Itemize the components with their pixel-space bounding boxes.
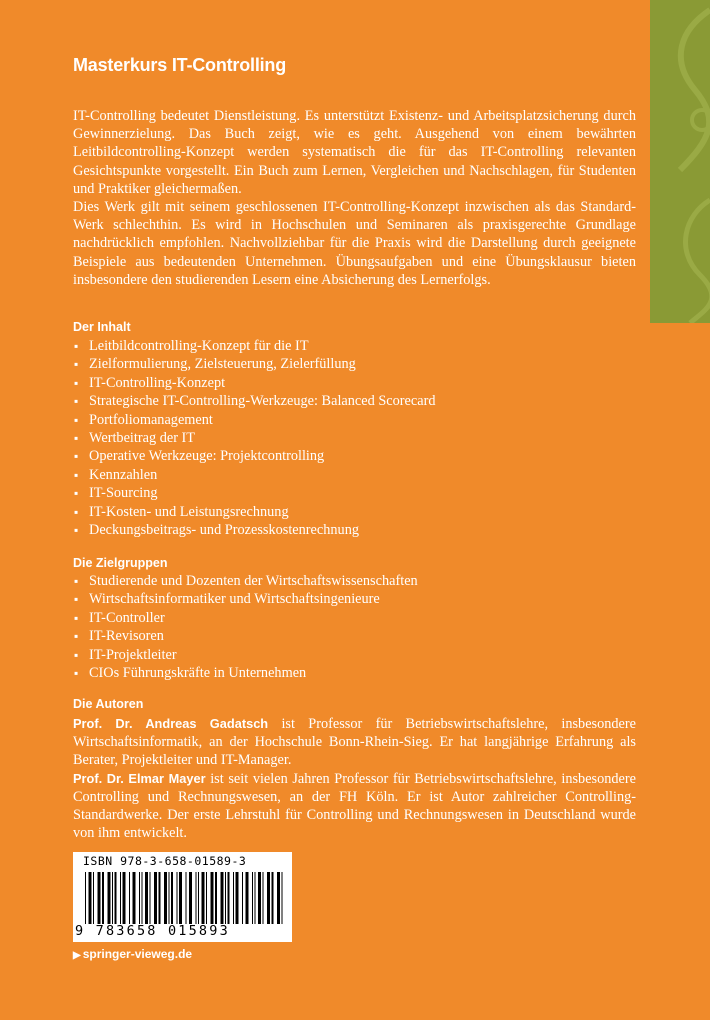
list-item: ▪ CIOs Führungskräfte in Unternehmen	[74, 665, 307, 682]
barcode-bar	[133, 872, 136, 924]
list-item: ▪ Wertbeitrag der IT	[74, 430, 196, 447]
barcode-bar	[196, 872, 197, 924]
barcode-bar	[198, 872, 199, 924]
barcode-bar	[120, 872, 121, 924]
bullet-icon: ▪	[74, 592, 79, 607]
author-bio: Prof. Dr. Elmar Mayer ist seit vielen Jahren Professor für Betriebswirtschaftslehre, insbesondere Controlling und Rechnungswesen, an der FH Köln. Er ist Autor zahlreicher Controlling-Standardwerke. Der erste Lehrstuhl für Controlling und Rechnungswesen in Deutschland wurde von ihm entwickelt.	[73, 770, 636, 842]
list-item: ▪ IT-Sourcing	[74, 485, 158, 502]
book-title: Masterkurs IT-Controlling	[73, 55, 287, 75]
bullet-icon: ▪	[74, 394, 79, 409]
barcode-bar	[246, 872, 249, 924]
bullet-icon: ▪	[74, 486, 79, 501]
barcode-bar	[189, 872, 192, 924]
intro-paragraph: Dies Werk gilt mit seinem geschlossenen IT-Controlling-Konzept inzwischen als das Standard-Werk schlechthin. Es wird in Hochschulen und Seminaren als praxisgerechte Grundlage nachdrücklich empfohlen. Nachvollziehbar für die Praxis wird die Darstellung durch geeignete Beispiele aus bedeutenden Unternehmen. Übungsaufgaben und eine Übungsklausur bieten insbesondere den studierenden Lesern eine Absicherung des Lernerfolgs.	[73, 199, 636, 288]
barcode-bar	[272, 872, 274, 924]
barcode-bar	[115, 872, 117, 924]
barcode-bar	[267, 872, 270, 924]
barcode-bar	[145, 872, 148, 924]
zielgruppen-heading: Die Zielgruppen	[73, 556, 168, 570]
bullet-icon: ▪	[74, 339, 79, 353]
list-item: ▪ Operative Werkzeuge: Projektcontrolling	[74, 448, 325, 465]
barcode-bar	[225, 872, 226, 924]
list-item: ▪ IT-Projektleiter	[74, 646, 177, 663]
inhalt-list	[73, 337, 435, 539]
bullet-icon: ▪	[74, 357, 79, 372]
barcode-bar	[228, 872, 230, 924]
author-bio: Prof. Dr. Andreas Gadatsch ist Professor für Betriebswirtschaftslehre, insbesondere Wirtschaftsinformatik, an der Hochschule Bonn-Rhein-Sieg. Er hat langjährige Erfahrung als Berater, Projektleiter und IT-Manager.	[73, 716, 637, 769]
list-item: ▪ Kennzahlen	[74, 466, 158, 483]
isbn-barcode	[73, 852, 292, 942]
barcode-bar	[142, 872, 143, 924]
autoren-heading: Die Autoren	[73, 697, 144, 711]
intro-paragraph: IT-Controlling bedeutet Dienstleistung. Es unterstützt Existenz- und Arbeitsplatzsicherung durch Gewinnerzielung. Das Buch zeigt, wie es geht. Ausgehend von einem bewährten Leitbildcontrolling-Konzept werden systematisch die für das IT-Controlling relevanten Gesichtspunkte vorgestellt. Ein Buch zum Lernen, Vergleichen und Nachschlagen, für Studenten und Praktiker gleichermaßen.	[73, 108, 636, 197]
barcode-bar	[236, 872, 239, 924]
barcode-bar	[215, 872, 217, 924]
barcode-bar	[171, 872, 173, 924]
barcode-bar	[159, 872, 161, 924]
barcode-bar	[221, 872, 224, 924]
list-item: ▪ IT-Revisoren	[74, 628, 164, 645]
publisher-link[interactable]: ▶ springer-vieweg.de	[73, 947, 193, 961]
bullet-icon: ▪	[74, 504, 79, 519]
bullet-icon: ▪	[74, 629, 79, 644]
list-item: ▪ Leitbildcontrolling-Konzept für die IT	[74, 338, 309, 354]
barcode-bar	[164, 872, 167, 924]
barcode-bar	[102, 872, 104, 924]
intro-text	[73, 107, 636, 289]
bullet-icon: ▪	[74, 467, 79, 482]
author-name: Prof. Dr. Elmar Mayer	[73, 770, 206, 786]
barcode-bar	[98, 872, 101, 924]
bullet-icon: ▪	[74, 375, 79, 390]
inhalt-heading: Der Inhalt	[73, 320, 131, 334]
barcode-bar	[85, 872, 86, 924]
list-item: ▪ IT-Controller	[74, 609, 165, 626]
list-item: ▪ Studierende und Dozenten der Wirtschaftswissenschaften	[74, 573, 418, 589]
barcode-bar	[177, 872, 178, 924]
barcode-bar	[242, 872, 243, 924]
bullet-icon: ▪	[74, 431, 79, 446]
bullet-icon: ▪	[74, 412, 79, 427]
barcode-bar	[123, 872, 126, 924]
barcode-bar	[255, 872, 256, 924]
barcode-bar	[93, 872, 94, 924]
barcode-bar	[258, 872, 261, 924]
barcode-bar	[233, 872, 234, 924]
authors-text	[73, 715, 636, 842]
list-item: ▪ Strategische IT-Controlling-Werkzeuge: Balanced Scorecard	[74, 393, 436, 410]
bullet-icon: ▪	[74, 574, 79, 588]
barcode-bars	[85, 872, 285, 924]
bullet-icon: ▪	[74, 647, 79, 662]
barcode-bar	[154, 872, 157, 924]
ean-digits: 9 783658 015893	[75, 923, 230, 939]
barcode-bar	[282, 872, 283, 924]
bullet-icon: ▪	[74, 449, 79, 464]
barcode-bar	[169, 872, 170, 924]
list-item: ▪ IT-Kosten- und Leistungsrechnung	[74, 503, 289, 520]
barcode-bar	[150, 872, 151, 924]
barcode-bar	[139, 872, 140, 924]
list-item: ▪ Deckungsbeitrags- und Prozesskostenrechnung	[74, 522, 359, 539]
isbn-number: ISBN 978-3-658-01589-3	[83, 854, 247, 868]
barcode-bar	[186, 872, 187, 924]
list-item: ▪ Wirtschaftsinformatiker und Wirtschaftsingenieure	[74, 591, 380, 608]
barcode-bar	[112, 872, 113, 924]
bullet-icon: ▪	[74, 523, 79, 538]
author-name: Prof. Dr. Andreas Gadatsch	[73, 716, 269, 731]
list-item: ▪ IT-Controlling-Konzept	[74, 374, 226, 391]
decorative-side-band	[650, 0, 710, 323]
barcode-bar	[211, 872, 214, 924]
barcode-bar	[277, 872, 280, 924]
barcode-bar	[129, 872, 130, 924]
barcode-bar	[206, 872, 207, 924]
list-item: ▪ Portfoliomanagement	[74, 411, 213, 428]
barcode-bar	[263, 872, 264, 924]
zielgruppen-list	[73, 572, 418, 682]
list-item: ▪ Zielformulierung, Zielsteuerung, Zielerfüllung	[74, 356, 356, 373]
barcode-bar	[108, 872, 111, 924]
bullet-icon: ▪	[74, 610, 79, 625]
barcode-bar	[89, 872, 92, 924]
barcode-bar	[179, 872, 182, 924]
barcode-bar	[252, 872, 253, 924]
swirl-ornament	[650, 0, 710, 323]
bullet-icon: ▪	[74, 666, 79, 681]
arrow-right-icon: ▶	[73, 950, 81, 961]
barcode-bar	[202, 872, 205, 924]
